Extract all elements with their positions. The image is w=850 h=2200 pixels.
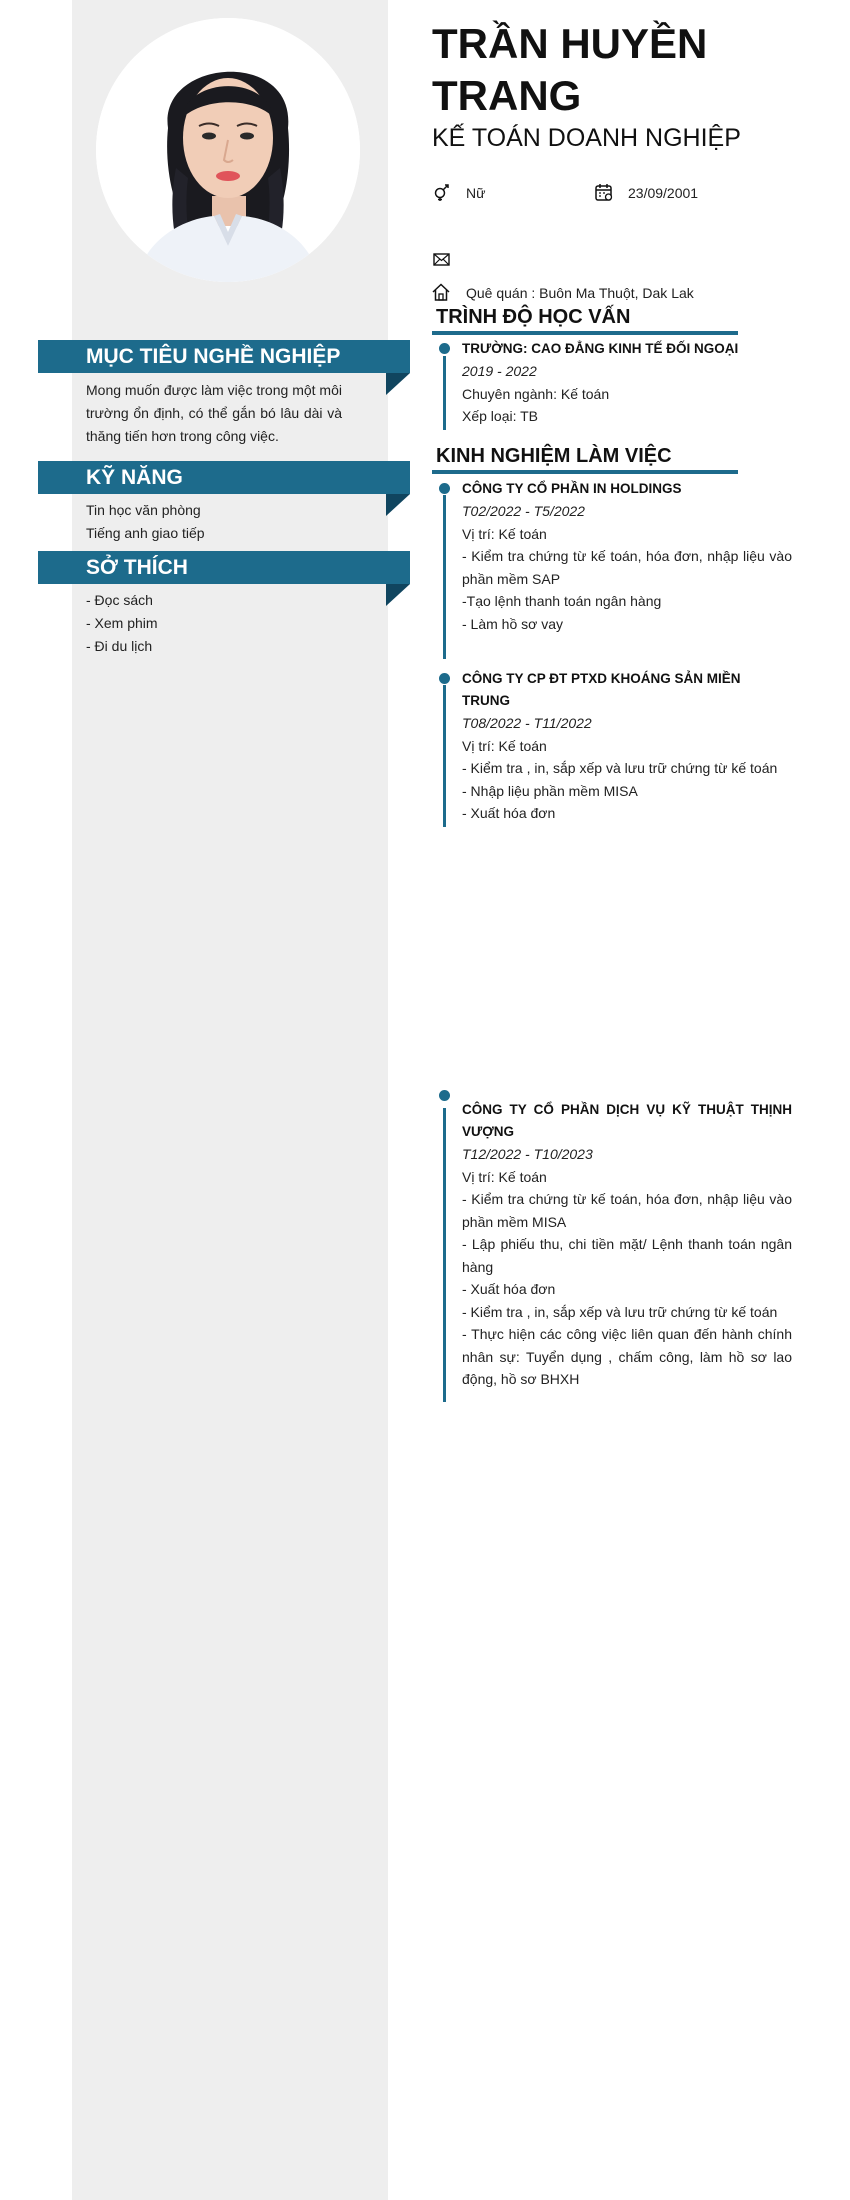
experience-timeline-dot [439, 1090, 450, 1101]
education-rank: Xếp loại: TB [462, 408, 539, 424]
calendar-icon [594, 182, 614, 202]
experience-duty: - Xuất hóa đơn [462, 805, 556, 821]
hobby-item: - Đi du lịch [86, 638, 153, 654]
avatar [96, 18, 360, 282]
objective-text: Mong muốn được làm việc trong một môi trường ổn định, có thể gắn bó lâu dài và thăng tiến hơn trong công việc. [86, 382, 342, 444]
company-name: CÔNG TY CỔ PHẦN DỊCH VỤ KỸ THUẬT THỊNH VƯỢNG [462, 1102, 792, 1139]
job-title: KẾ TOÁN DOANH NGHIỆP [432, 124, 741, 152]
hobby-item: - Xem phim [86, 615, 158, 631]
experience-position: Vị trí: Kế toán [462, 737, 547, 754]
experience-timeline-line [443, 685, 446, 827]
hobbies-list [86, 589, 342, 658]
education-timeline-line [443, 356, 446, 430]
experience-duty: - Kiểm tra chứng từ kế toán, hóa đơn, nhập liệu vào phần mềm SAP [462, 548, 792, 587]
gender-value: Nữ [466, 185, 486, 201]
hobby-item: - Đọc sách [86, 592, 153, 608]
hobbies-heading-text: SỞ THÍCH [86, 556, 188, 579]
experience-entry [462, 478, 792, 635]
education-heading: TRÌNH ĐỘ HỌC VẤN [436, 306, 631, 328]
skills-ribbon-fold [386, 494, 410, 516]
experience-timeline-line [443, 1108, 446, 1402]
education-divider [432, 331, 738, 335]
experience-duty: - Xuất hóa đơn [462, 1281, 556, 1297]
school-name: TRƯỜNG: CAO ĐẲNG KINH TẾ ĐỐI NGOẠI [462, 341, 739, 356]
experience-duty: - Thực hiện các công việc liên quan đến hành chính nhân sự: Tuyển dụng , chấm công, làm hồ sơ lao động, hồ sơ BHXH [462, 1326, 792, 1387]
education-period: 2019 - 2022 [462, 363, 537, 379]
company-name: CÔNG TY CP ĐT PTXD KHOÁNG SẢN MIỀN TRUNG [462, 671, 741, 708]
sidebar [72, 0, 388, 2200]
experience-duty: - Kiểm tra chứng từ kế toán, hóa đơn, nhập liệu vào phần mềm MISA [462, 1191, 792, 1230]
experience-duty: - Kiểm tra , in, sắp xếp và lưu trữ chứng từ kế toán [462, 760, 778, 776]
birthdate-value: 23/09/2001 [628, 185, 699, 201]
education-major: Chuyên ngành: Kế toán [462, 385, 610, 402]
profile-photo [96, 18, 360, 282]
home-icon [431, 282, 451, 302]
objective-ribbon-fold [386, 373, 410, 395]
experience-timeline-line [443, 495, 446, 659]
experience-duty: - Nhập liệu phần mềm MISA [462, 782, 638, 799]
experience-position: Vị trí: Kế toán [462, 1168, 547, 1185]
candidate-name: TRẦN HUYỀN TRANG [432, 20, 708, 119]
education-entry [462, 338, 792, 428]
experience-period: T02/2022 - T5/2022 [462, 503, 585, 519]
experience-divider [432, 470, 738, 474]
experience-duty: - Lập phiếu thu, chi tiền mặt/ Lệnh thanh toán ngân hàng [462, 1236, 792, 1275]
hometown-value: Quê quán : Buôn Ma Thuột, Dak Lak [466, 285, 694, 301]
skill-item: Tiếng anh giao tiếp [86, 525, 205, 541]
objective-heading [38, 340, 410, 373]
hobbies-heading [38, 551, 410, 584]
skills-heading [38, 461, 410, 494]
envelope-icon [432, 250, 452, 270]
hobbies-ribbon-fold [386, 584, 410, 606]
experience-duty: - Làm hồ sơ vay [462, 615, 563, 632]
experience-duty: - Kiểm tra , in, sắp xếp và lưu trữ chứng từ kế toán [462, 1303, 778, 1320]
experience-timeline-dot [439, 483, 450, 494]
experience-timeline-dot [439, 673, 450, 684]
skills-heading-text: KỸ NĂNG [86, 466, 183, 489]
education-timeline-dot [439, 343, 450, 354]
skills-list [86, 499, 342, 545]
gender-icon [432, 182, 452, 202]
experience-position: Vị trí: Kế toán [462, 525, 547, 542]
experience-heading: KINH NGHIỆM LÀM VIỆC [436, 445, 672, 467]
experience-duty: -Tạo lệnh thanh toán ngân hàng [462, 593, 662, 609]
experience-entry [462, 668, 792, 825]
experience-period: T12/2022 - T10/2023 [462, 1146, 593, 1162]
experience-period: T08/2022 - T11/2022 [462, 715, 592, 731]
skill-item: Tin học văn phòng [86, 502, 201, 518]
company-name: CÔNG TY CỔ PHẦN IN HOLDINGS [462, 481, 682, 496]
experience-entry [462, 1099, 792, 1391]
objective-heading-text: MỤC TIÊU NGHỀ NGHIỆP [86, 345, 341, 368]
